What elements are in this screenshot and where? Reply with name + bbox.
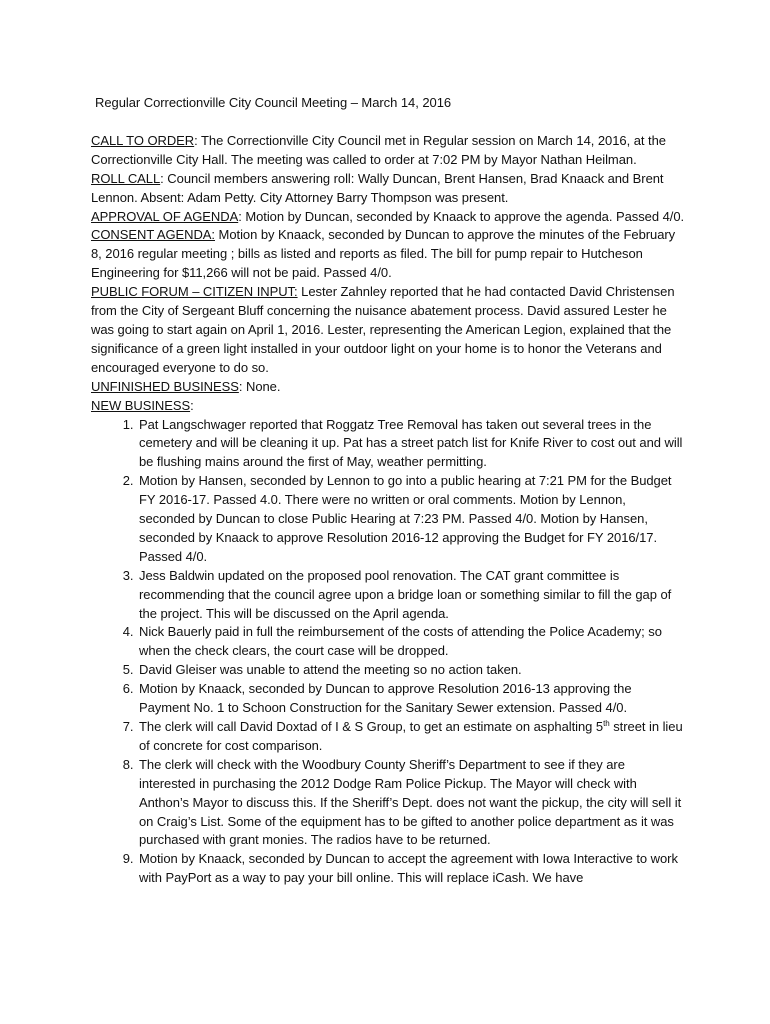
approval-of-agenda-paragraph <box>91 208 685 227</box>
list-item: 3. Jess Baldwin updated on the proposed pool renovation. The CAT grant committee is recommending that the council agree upon a bridge loan or something similar to fill the gap of the project. This will be discussed on the April agenda. <box>137 567 685 624</box>
list-item: 1. Pat Langschwager reported that Roggatz Tree Removal has taken out several trees in the cemetery and will be cleaning it up. Pat has a street patch list for Knife River to cost out and will be flushing mains around the first of May, weather permitting. <box>137 416 685 473</box>
minutes-body <box>91 94 685 888</box>
call-to-order-text: : The Correctionville City Council met in Regular session on March 14, 2016, at the Correctionville City Hall. The meeting was called to order at 7:02 PM by Mayor Nathan Heilman. <box>91 132 666 167</box>
document-title: Regular Correctionville City Council Meeting – March 14, 2016 <box>95 95 452 110</box>
list-item: 5. David Gleiser was unable to attend the meeting so no action taken. <box>137 661 685 680</box>
list-item: 6. Motion by Knaack, seconded by Duncan to approve Resolution 2016-13 approving the Payment No. 1 to Schoon Construction for the Sanitary Sewer extension. Passed 4/0. <box>137 680 685 718</box>
unfinished-business-heading: UNFINISHED BUSINESS <box>91 378 239 394</box>
call-to-order-paragraph <box>91 132 685 170</box>
item-7-text: The clerk will call David Doxtad of I & S Group, to get an estimate on asphalting 5 <box>139 719 604 734</box>
list-item <box>137 718 685 756</box>
new-business-paragraph <box>91 397 685 416</box>
list-item: 2. Motion by Hansen, seconded by Lennon to go into a public hearing at 7:21 PM for the Budget FY 2016-17. Passed 4.0. There were no written or oral comments. Motion by Lennon, seconded by Duncan to close Public Hearing at 7:23 PM. Passed 4/0. Motion by Hansen, seconded by Knaack to approve Resolution 2016-12 approving the Budget for FY 2016/17. Passed 4/0. <box>137 472 685 567</box>
new-business-list <box>91 416 685 889</box>
public-forum-paragraph <box>91 283 685 378</box>
consent-agenda-text: Motion by Knaack, seconded by Duncan to approve the minutes of the February 8, 2016 regular meeting ; bills as listed and reports as filed. The bill for pump repair to Hutcheson Engineering for $11,266 will not be paid. Passed 4/0. <box>91 227 676 281</box>
public-forum-heading: PUBLIC FORUM – CITIZEN INPUT: <box>91 284 298 300</box>
list-item: 9. Motion by Knaack, seconded by Duncan to accept the agreement with Iowa Interactive to work with PayPort as a way to pay your bill online. This will replace iCash. We have <box>137 850 685 888</box>
roll-call-text: : Council members answering roll: Wally Duncan, Brent Hansen, Brad Knaack and Brent Lennon. Absent: Adam Petty. City Attorney Barry Thompson was present. <box>91 170 664 205</box>
roll-call-heading: ROLL CALL <box>91 170 161 186</box>
unfinished-business-text: : None. <box>238 378 281 394</box>
public-forum-text: Lester Zahnley reported that he had contacted David Christensen from the City of Sergeant Bluff concerning the nuisance abatement process. David assured Lester he was going to start again on April 1, 2016. Lester, representing the American Legion, explained that the significance of a green light installed in your outdoor light on your home is to honor the Veterans and encouraged everyone to do so. <box>91 284 675 375</box>
new-business-heading: NEW BUSINESS <box>91 397 191 413</box>
unfinished-business-paragraph <box>91 378 685 397</box>
new-business-text: : <box>190 397 194 413</box>
consent-agenda-paragraph <box>91 226 685 283</box>
approval-of-agenda-heading: APPROVAL OF AGENDA <box>91 208 239 224</box>
call-to-order-heading: CALL TO ORDER <box>91 132 195 148</box>
approval-of-agenda-text: : Motion by Duncan, seconded by Knaack to approve the agenda. Passed 4/0. <box>238 208 685 224</box>
list-item: 4. Nick Bauerly paid in full the reimbursement of the costs of attending the Police Academy; so when the check clears, the court case will be dropped. <box>137 623 685 661</box>
list-item: 8. The clerk will check with the Woodbury County Sheriff’s Department to see if they are interested in purchasing the 2012 Dodge Ram Police Pickup. The Mayor will check with Anthon’s Mayor to discuss this. If the Sheriff’s Dept. does not want the pickup, the city will sell it on Craig’s List. Some of the equipment has to be gifted to another police department as it was purchased with grant monies. The radios have to be returned. <box>137 756 685 851</box>
item-7-continued: street in lieu of concrete for cost comparison. <box>139 719 683 753</box>
item-7-superscript: th <box>603 719 610 728</box>
consent-agenda-heading: CONSENT AGENDA: <box>91 227 215 243</box>
roll-call-paragraph <box>91 170 685 208</box>
